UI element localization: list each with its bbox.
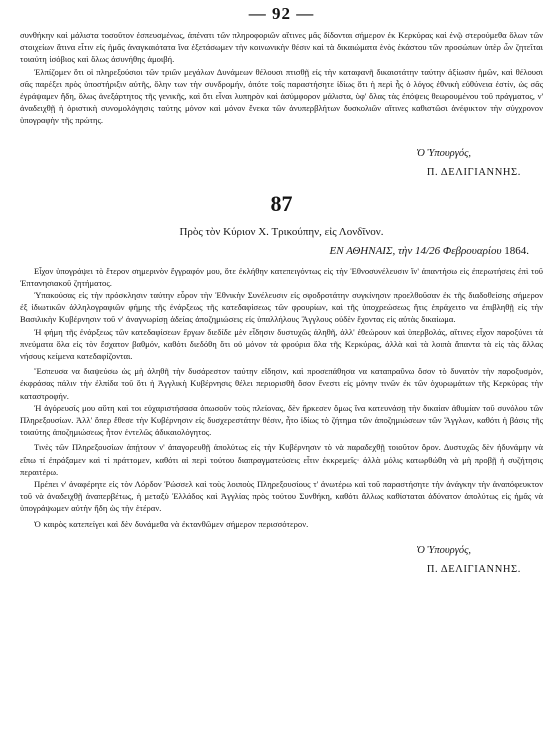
signature-name: Π. ΔΕΛΙΓΙΑΝΝΗΣ.	[426, 166, 521, 178]
signature-title: Ὁ Ὑπουργός,	[416, 544, 471, 556]
signature-block	[20, 147, 543, 181]
signature-block	[20, 544, 543, 578]
dateline-place: ΕΝ ΑΘΗΝΑΙΣ, τὴν 14/26 Φεβρουαρίου	[329, 244, 502, 257]
paragraph: Τινὲς τῶν Πληρεξουσίων ἀπῄτουν ν' ἀπαγορευθῇ ἀπολύτως εἰς τὴν Κυβέρνησιν τὸ νὰ παραδεχθῇ τοιοῦτον ὅρον. Δυστυχῶς δὲν ἠδυνάμην νὰ εἴπω τί ἐπράξαμεν καὶ τί πράττομεν, καθότι αἱ περὶ τούτου διαπραγματεύσεις εἶτιν ἐκκρεμεῖς· ἀλλὰ μόλις κατωρθώθη νὰ μὴ προβῇ ἡ συζήτησις περαιτέρω.	[20, 442, 543, 477]
paragraph: Ἡ ἀγόρευσίς μου αὕτη καὶ τοι εὐχαριστήσασα ὁπωσοῦν τοὺς πλείονας, δὲν ἤρκεσεν ὅμως ἵνα κατευνάσῃ τὴν δικαίαν ἀθυμίαν τοῦ συνόλου τῶν Πληρεξουσίων. Ἀλλ' ὅπερ ἔθεσε τὴν Κυβέρνησιν εἰς δυσχερεστάτην θέσιν, ἦτο ἰδίως τὸ ζήτημα τῶν ἀποζημιώσεων τῶν Ἄγγλων, καθότι ἡ βάσις τῆς τοιαύτης ἀποζημιώσεως ἦτον ἐντελῶς ἀδικαιολόγητος.	[20, 402, 543, 438]
paragraph: Ἔσπευσα να διαψεύσω ὡς μὴ ἀληθῆ τὴν δυσάρεστον ταύτην εἴδησιν, καὶ προσεπάθησα να καταπραΰνω ὅσον τὸ δυνατὸν τὴν παροξυσμὸν, ἐκφράσας πάλιν τὴν ἐλπίδα τοῦ ὅτι ἡ Ἀγγλικὴ Κυβέρνησις θέλει περιορισθῆ ὅσον ἔνεστι εἰς μόνην τινῶν ἐκ τῶν ὀχυρωμάτων τῆς Κερκύρας τὴν καταστροφήν.	[20, 366, 543, 401]
paragraph: συνθήκην καὶ μάλιστα τοσοῦτον ἐσπευσμένως, ἀπένατι τῶν πληροφοριῶν αἵτινες μᾶς δίδονται σήμερον ἐκ Κερκύρας καὶ ἐνῷ στερούμεθα ὅλων τῶν στοιχείων ἅτινα εἶτιν εἰς ἡμᾶς ἀναγκαιότατα ἵνα ἐξετάσωμεν τὴν κοινωνικὴν θέσιν καὶ τὰ δικαιώματα ἑνὸς ἑκάστου τῶν προσώπων ὑπὲρ ὧν ζητεῖται τοιαύτη ἰσόβιος καὶ ὅλως ἀσυνήθης ἀμοιβή.	[20, 30, 543, 65]
letter-addressee: Πρὸς τὸν Κύριον Χ. Τρικούπην, εἰς Λονδῖνον.	[179, 225, 384, 238]
paragraph: Ὁ καιρὸς κατεπείγει καὶ δὲν δυνάμεθα νὰ ἐκτανθῶμεν σήμερον περισσότερον.	[34, 518, 309, 529]
paragraph: Εἶχον ὑπογράψει τὸ ἕτερον σημερινὸν ἔγγραφόν μου, ὅτε ἐκλήθην κατεπειγόντως εἰς τὴν Ἐθνοσυνέλευσιν ἵν' ἀπαντήσω εἰς ἐπερωτήσεις ἐπὶ τοῦ Ἑπτανησιακοῦ ζητήματος.	[20, 265, 543, 288]
paragraph: Ἡ φήμη τῆς ἐνάρξεως τῶν κατεδαφίσεων ἔργων διεδίδε μὲν εἶδησιν δυστυχῶς ἀληθῆ, ἀλλ' ἐθεώρουν καὶ ὑπερβολάς, αἵτινες εἶχον παροξύνει τὰ πνεύματα ὅλα εἰς τὸν ἔσχατον βαθμόν, καθότι διεδόθη ὅτι οὐ μόνον τὰ φρούρια ὅλα τῆς Κερκύρας, ἀλλὰ καὶ τὰ λοιπὰ ἅπαντα τὰ εἰς τὰς ἄλλας νήσους κείμενα κατεδαφίζονται.	[20, 326, 543, 362]
page-number: — 92 —	[248, 4, 315, 23]
signature-name: Π. ΔΕΛΙΓΙΑΝΝΗΣ.	[426, 563, 521, 575]
dateline-year: 1864.	[504, 244, 529, 257]
paragraph: Πρέπει ν' ἀναφέρητε εἰς τὸν Λόρδον Ῥώσσελ καὶ τοὺς λοιποὺς Πληρεξουσίους τ' ἀνωτέρω καὶ τοῦ παραστήσητε τὴν ἀνάγκην τὴν ἀναπόφευκτον τοῦ νὰ ἀναδειχθῇ ἀναπερβέτως, ἡ μεταξὺ Ἑλλάδος καὶ Ἀγγλίας πρὸς τούτου Συνθήκη, καθότι ἄλλως καθίσταται ἀδύνατον ἀπολύτως εἰς ἡμᾶς νὰ ὑπογράψωμεν αὐτὴν ἤδη ὡς τὴν ἑτέραν.	[20, 479, 543, 514]
paragraph: Ἐλπίζομεν ὅτι οἱ πληρεξούσιοι τῶν τριῶν μεγάλων Δυνάμεων θέλουσι πτισθῇ εἰς τὴν καταφανῆ δικαιοτάτην ταύτην ἀξίωσιν ἡμῶν, καὶ θέλουσι σᾶς παρέξει πρὸς ὑποστήριξιν αὐτῆς, ὅλην των τὴν συνδρομήν, ὁπότε τοῖς παραστήσητε ἰδίως ὅτι ἡ περὶ ἧς ὁ λόγος ἐθνικὴ εὐθύνεια ἐστίν, ὡς σᾶς ἐγράψαμεν ἤδη, ὅλως ἀνεξάρτητος τῆς γενικῆς, καὶ ὅτι εἶναι λυπηρὸν καὶ ἀσύμφορον μάλιστα, ὑφ' ὅλας τὰς ἐπόψεις θεωρουμένου τοῦ πράγματος, ν' ἀναδειχθῇ ἡ ὁριστικὴ συνομολόγησις ταύτης μόνον καὶ μόνον ἕνεκα τῶν ἀνυπερβλήτων δυσκολιῶν αἵτινες καθιστῶσι ἀνέφικτον τὴν σύγχρονον ὑπογραφὴν τῆς πρώτης.	[20, 66, 543, 126]
letter-dateline	[20, 244, 543, 259]
paragraph: Ὑπακούσας εἰς τὴν πρόσκλησιν ταύτην εὗρον τὴν Ἐθνικὴν Συνέλευσιν εἰς σφοδροτάτην συγκίνησιν προελθοῦσαν ἐκ τῆς διαδοθείσης σήμερον ἐξ ἰδιωτικῶν ἀλληλογραφιῶν φήμης τῆς ἐνάρξεως τῆς κατεδαφίσεως τῶν φρουρίων, καὶ τῆς ὑποχρεώσεως ἣτις ἐπράχειτο να ἐπιβληθῇ εἰς τὴν Βασιλικὴν Κυβέρνησιν τοῦ ν' ἀναγνωρίσῃ ἀδείας ἀποζημιώσεις εἰς ὑπαλλήλους Ἄγγλους οὐδὲν ἔχοντας εἰς αὐτὰς δικαίωμα.	[20, 290, 543, 325]
signature-title: Ὁ Ὑπουργός,	[416, 147, 471, 159]
letter-number: 87	[270, 190, 293, 216]
